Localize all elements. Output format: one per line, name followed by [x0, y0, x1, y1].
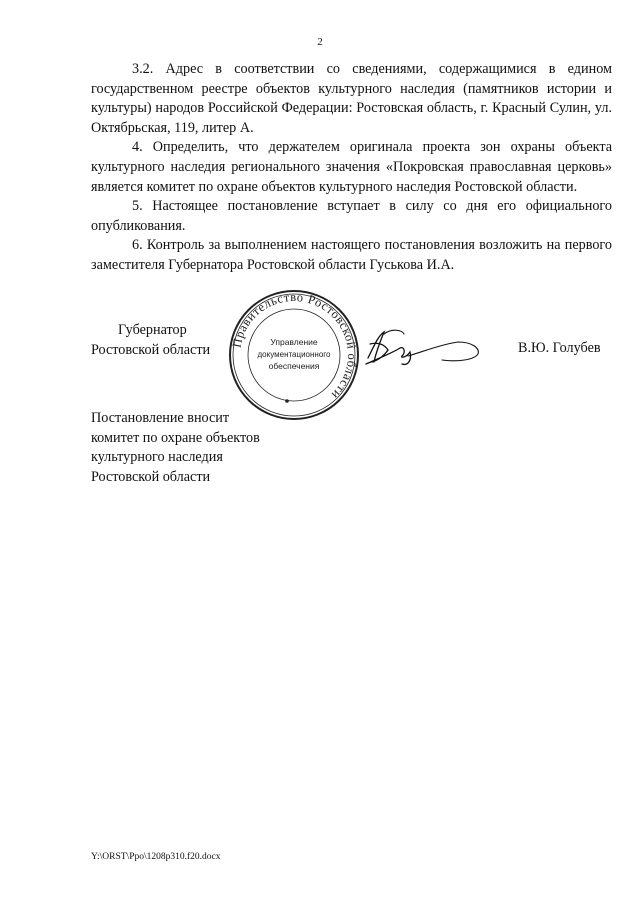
paragraph-6: 6. Контроль за выполнением настоящего постановления возложить на первого заместителя Губернатора Ростовской области Гуськова И.А.: [91, 237, 612, 273]
seal-inner-line1: Управление: [270, 337, 318, 347]
submitter-note-line4: Ростовской области: [91, 468, 211, 485]
document-body: [91, 60, 612, 276]
seal-inner-line3: обеспечения: [268, 361, 320, 371]
seal-inner-line2: документационного: [257, 350, 331, 359]
signatory-title-line1: Губернатор: [118, 322, 187, 338]
seal-outer-text: Правительство Ростовской области: [229, 289, 360, 403]
signatory-title-line2: Ростовской области: [91, 341, 211, 358]
submitter-note-line1: Постановление вносит: [91, 410, 230, 426]
page-number: 2: [317, 36, 323, 48]
handwritten-signature: [362, 322, 492, 372]
signatory-title: [91, 321, 210, 360]
signatory-name: В.Ю. Голубев: [518, 340, 601, 356]
paragraph-3-2: 3.2. Адрес в соответствии со сведениями, содержащимися в едином государственном реестре объектов культурного наследия (памятников истории и культуры) народов Российской Федерации: Ростовская область, г. Красный Сулин, ул. Октябрьская, 119, литер А.: [91, 61, 612, 136]
official-seal: [227, 288, 361, 422]
submitter-note: [91, 409, 260, 487]
paragraph-5: 5. Настоящее постановление вступает в силу со дня его официального опубликования.: [91, 198, 612, 234]
submitter-note-line3: культурного наследия: [91, 449, 223, 466]
paragraph-4: 4. Определить, что держателем оригинала проекта зон охраны объекта культурного наследия регионального значения «Покровская православная церковь» является комитет по охране объектов культурного наследия Ростовской области.: [91, 139, 612, 195]
file-path-footer: Y:\ORST\Ppo\1208p310.f20.docx: [91, 852, 221, 862]
submitter-note-line2: комитет по охране объектов: [91, 429, 260, 446]
